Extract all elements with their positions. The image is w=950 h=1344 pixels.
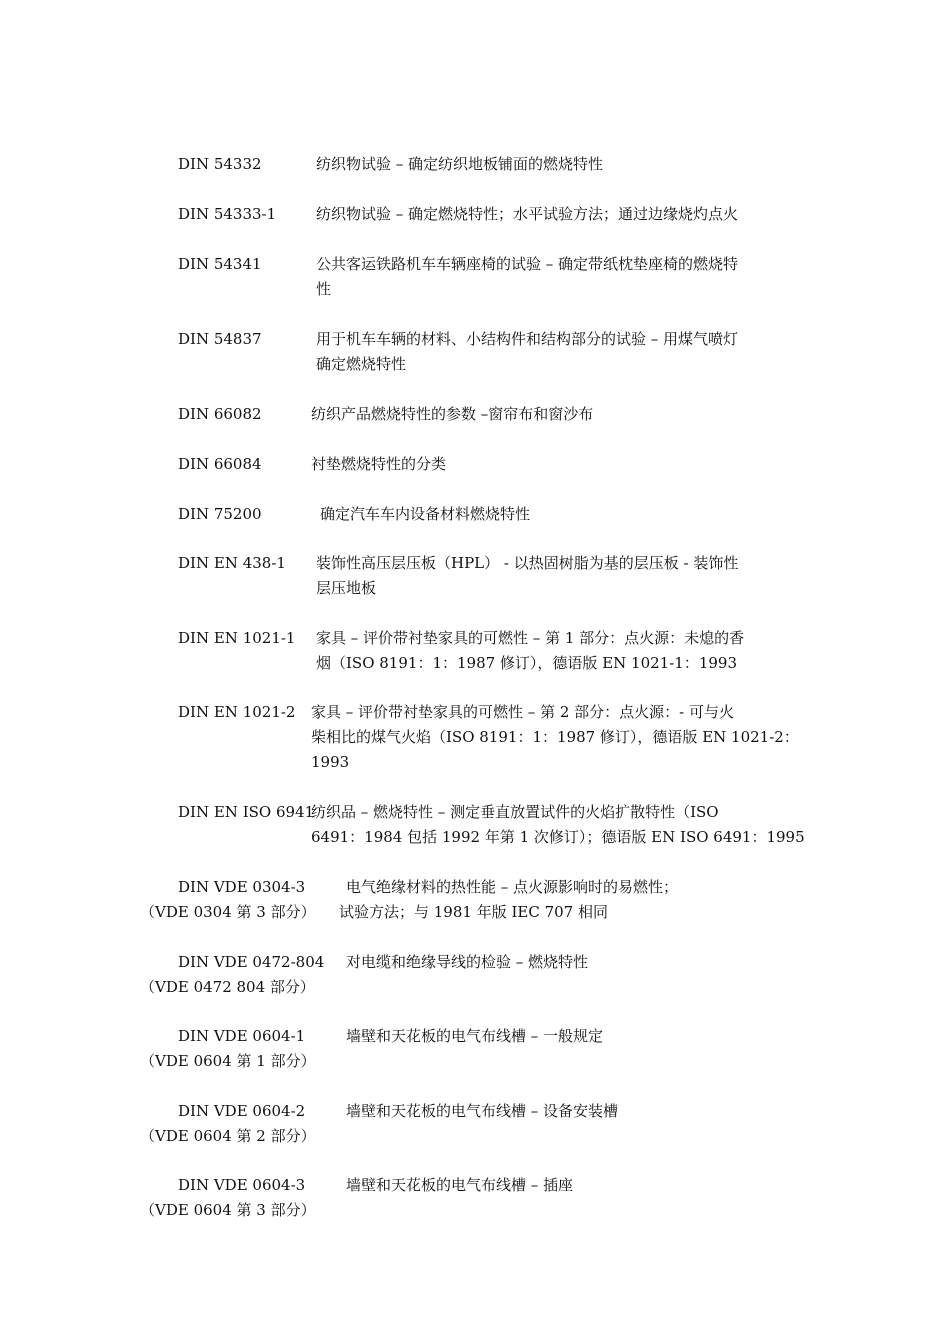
standard-part-note: （VDE 0604 第 3 部分） xyxy=(140,1201,316,1219)
standard-description: 纺织物试验 – 确定燃烧特性；水平试验方法；通过边缘烧灼点火 xyxy=(316,205,739,223)
standard-description: 纺织品 – 燃烧特性 – 测定垂直放置试件的火焰扩散特性（ISO 6491：1984 包括 1992 年第 1 次修订）；德语版 EN ISO 6491：1995 xyxy=(311,803,805,846)
standard-description: 墙壁和天花板的电气布线槽 – 插座 xyxy=(346,1176,574,1194)
standard-description: 家具 – 评价带衬垫家具的可燃性 – 第 2 部分：点火源：- 可与火 柴相比的煤气火焰（ISO 8191：1：1987 修订），德语版 EN 1021-2： 1993 xyxy=(311,703,799,771)
standard-description: 用于机车车辆的材料、小结构件和结构部分的试验 – 用煤气喷灯 确定燃烧特性 xyxy=(316,330,739,373)
standard-code: DIN VDE 0604-2 xyxy=(178,1102,306,1120)
standard-code: DIN EN 438-1 xyxy=(178,554,286,572)
standard-code: DIN 66082 xyxy=(178,405,262,423)
standard-description: 家具 – 评价带衬垫家具的可燃性 – 第 1 部分：点火源：未熄的香 烟（ISO 8191：1：1987 修订），德语版 EN 1021-1：1993 xyxy=(316,629,745,672)
standard-part-note: （VDE 0472 804 部分） xyxy=(140,978,315,996)
standard-description: 纺织产品燃烧特性的参数 –窗帘布和窗沙布 xyxy=(311,405,594,423)
standard-part-note: （VDE 0604 第 2 部分） xyxy=(140,1127,316,1145)
standard-code: DIN 54837 xyxy=(178,330,262,348)
standard-description: 对电缆和绝缘导线的检验 – 燃烧特性 xyxy=(346,953,589,971)
standard-code: DIN VDE 0604-3 xyxy=(178,1176,306,1194)
standard-code: DIN EN 1021-1 xyxy=(178,629,296,647)
standard-description: 纺织物试验 – 确定纺织地板铺面的燃烧特性 xyxy=(316,155,604,173)
standard-description: 衬垫燃烧特性的分类 xyxy=(311,455,447,473)
standard-code: DIN 75200 xyxy=(178,505,262,523)
standard-description: 装饰性高压层压板（HPL） - 以热固树脂为基的层压板 - 装饰性 层压地板 xyxy=(316,554,739,597)
standard-description: 墙壁和天花板的电气布线槽 – 一般规定 xyxy=(346,1027,604,1045)
standard-description: 电气绝缘材料的热性能 – 点火源影响时的易燃性； 试验方法；与 1981 年版 IEC 707 相同 xyxy=(339,878,679,921)
standard-description: 公共客运铁路机车车辆座椅的试验 – 确定带纸枕垫座椅的燃烧特 性 xyxy=(316,255,739,298)
standard-part-note: （VDE 0304 第 3 部分） xyxy=(140,903,316,921)
standard-code: DIN 54333-1 xyxy=(178,205,277,223)
standard-code: DIN 54341 xyxy=(178,255,262,273)
standard-code: DIN 54332 xyxy=(178,155,262,173)
standard-description: 墙壁和天花板的电气布线槽 – 设备安装槽 xyxy=(346,1102,619,1120)
standard-code: DIN VDE 0604-1 xyxy=(178,1027,306,1045)
standard-code: DIN EN 1021-2 xyxy=(178,703,296,721)
standard-code: DIN EN ISO 6941 xyxy=(178,803,315,821)
standard-description: 确定汽车车内设备材料燃烧特性 xyxy=(320,505,531,523)
standard-code: DIN VDE 0472-804 xyxy=(178,953,325,971)
standard-code: DIN VDE 0304-3 xyxy=(178,878,306,896)
standard-code: DIN 66084 xyxy=(178,455,262,473)
standard-part-note: （VDE 0604 第 1 部分） xyxy=(140,1052,316,1070)
